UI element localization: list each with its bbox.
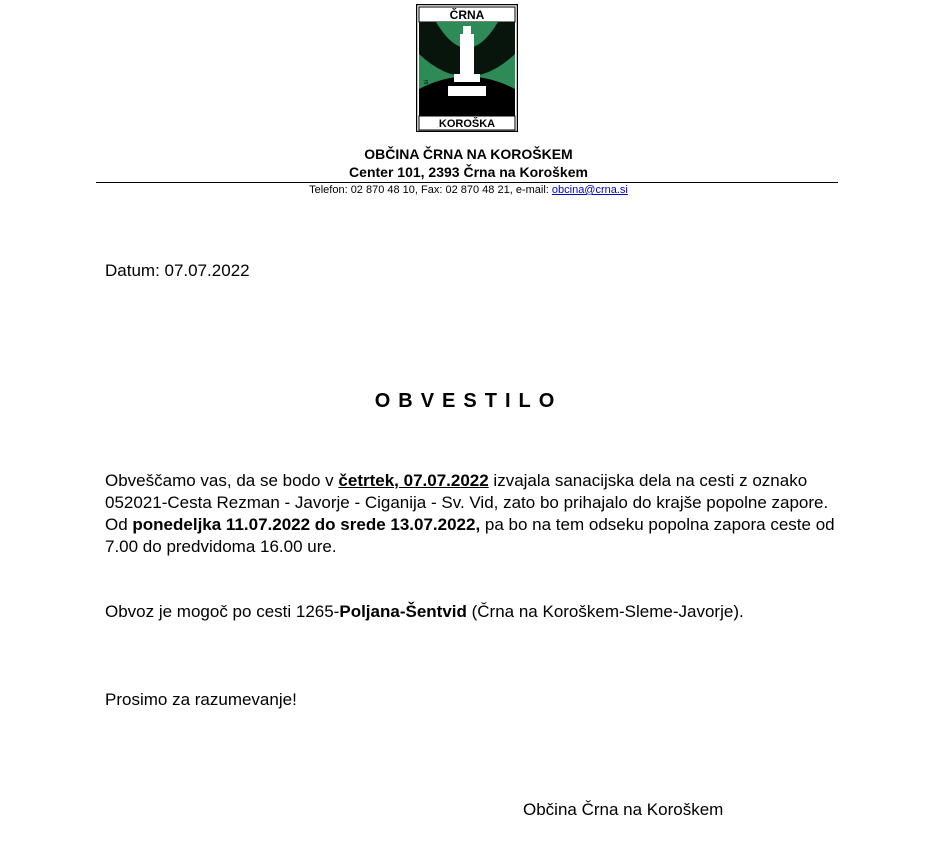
p1-date: četrtek, 07.07.2022: [338, 471, 489, 490]
contact-text: Telefon: 02 870 48 10, Fax: 02 870 48 21, e-mail:: [309, 184, 552, 196]
detour-road: Poljana-Šentvid: [339, 602, 467, 621]
p1-text-a: Obveščamo vas, da se bodo v: [105, 471, 339, 490]
coat-of-arms-icon: [416, 4, 518, 132]
detour-suffix: (Črna na Koroškem-Sleme-Javorje).: [466, 602, 744, 621]
detour-prefix: Obvoz je mogoč po cesti 1265-: [105, 602, 340, 621]
email-link[interactable]: obcina@crna.si: [551, 184, 628, 196]
municipality-address: Center 101, 2393 Črna na Koroškem: [349, 164, 588, 180]
document-date: Datum: 07.07.2022: [105, 261, 250, 280]
signature: Občina Črna na Koroškem: [523, 800, 724, 819]
logo-bottom-text: KOROŠKA: [438, 118, 496, 130]
notice-body: [105, 470, 845, 558]
logo-side-text: www.crna.si: [424, 79, 430, 112]
notice-paragraph-1: [105, 470, 845, 514]
p1-text-b: izvajala sanacijska dela na cesti z oznako 052021-Cesta Rezman - Javorje - Ciganija - Sv. Vid, zato bo prihajalo do krajše popolne zapore.: [105, 471, 829, 512]
municipality-logo: [416, 4, 518, 132]
p2-text-a: Od: [105, 515, 133, 534]
logo-top-text: ČRNA: [449, 8, 485, 22]
contact-line: [0, 184, 937, 196]
notice-paragraph-2: [105, 514, 845, 558]
closing-line: Prosimo za razumevanje!: [105, 690, 297, 709]
municipality-name: OBČINA ČRNA NA KOROŠKEM: [364, 146, 573, 162]
p2-text-b: pa bo na tem odseku popolna zapora ceste od 7.00 do predvidoma 16.00 ure.: [105, 515, 835, 556]
header-divider: [96, 182, 838, 183]
p2-period: ponedeljka 11.07.2022 do srede 13.07.2022,: [132, 515, 481, 534]
detour-line: [105, 602, 744, 622]
document-title: OBVESTILO: [374, 390, 563, 412]
